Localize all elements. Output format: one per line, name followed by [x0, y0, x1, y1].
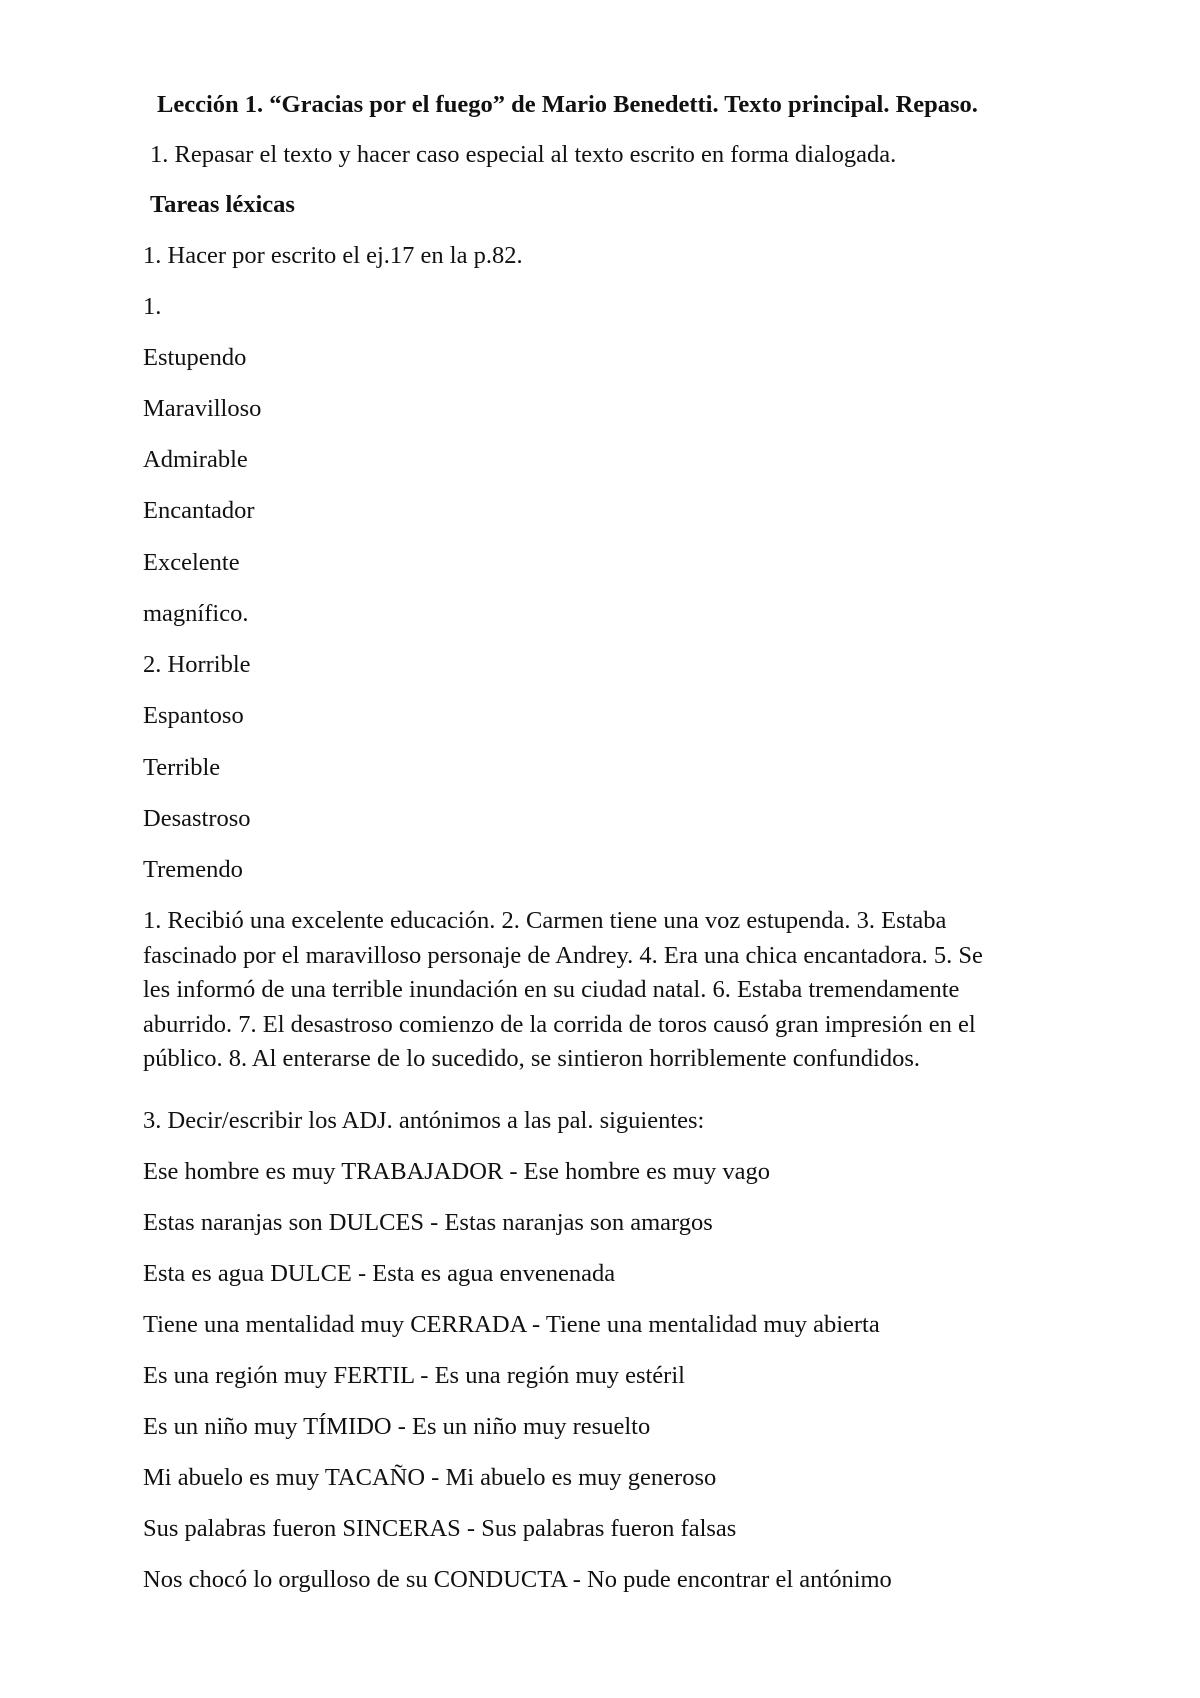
- paragraph-line: 1. Recibió una excelente educación. 2. Carmen tiene una voz estupenda. 3. Estaba: [143, 907, 947, 934]
- antonym-line: Esta es agua DULCE - Esta es agua envenenada: [143, 1260, 616, 1287]
- paragraph-line: aburrido. 7. El desastroso comienzo de la corrida de toros causó gran impresión en el: [143, 1010, 976, 1038]
- sentences-paragraph: [143, 904, 1133, 1077]
- word-item: Terrible: [143, 754, 221, 781]
- word-item: Desastroso: [143, 805, 251, 832]
- word-item: Admirable: [143, 446, 248, 473]
- paragraph-line: público. 8. Al enterarse de lo sucedido, se sintieron horriblemente confundidos.: [143, 1045, 921, 1072]
- word-item: magnífico.: [143, 600, 249, 627]
- paragraph-line: fascinado por el maravilloso personaje de Andrey. 4. Era una chica encantadora. 5. Se: [143, 941, 983, 969]
- word-item: 2. Horrible: [143, 651, 251, 678]
- paragraph-line: les informó de una terrible inundación en su ciudad natal. 6. Estaba tremendamente: [143, 976, 960, 1003]
- section-heading: Tareas léxicas: [150, 191, 295, 218]
- antonym-line: Nos chocó lo orgulloso de su CONDUCTA - No pude encontrar el antónimo: [143, 1566, 892, 1593]
- word-item: Tremendo: [143, 856, 243, 883]
- word-item: Estupendo: [143, 344, 247, 371]
- antonym-line: Ese hombre es muy TRABAJADOR - Ese hombre es muy vago: [143, 1158, 770, 1185]
- antonym-line: Tiene una mentalidad muy CERRADA - Tiene una mentalidad muy abierta: [143, 1311, 880, 1338]
- antonym-line: Es una región muy FERTIL - Es una región muy estéril: [143, 1362, 685, 1389]
- group-1-label: 1.: [143, 293, 162, 320]
- instruction-1: 1. Repasar el texto y hacer caso especial al texto escrito en forma dialogada.: [150, 141, 897, 168]
- word-item: Maravilloso: [143, 395, 262, 422]
- document-title: Lección 1. “Gracias por el fuego” de Mario Benedetti. Texto principal. Repaso.: [157, 91, 978, 118]
- task-1: 1. Hacer por escrito el ej.17 en la p.82.: [143, 242, 523, 269]
- antonym-line: Mi abuelo es muy TACAÑO - Mi abuelo es muy generoso: [143, 1464, 717, 1491]
- antonym-line: Es un niño muy TÍMIDO - Es un niño muy resuelto: [143, 1413, 651, 1440]
- antonym-line: Estas naranjas son DULCES - Estas naranjas son amargos: [143, 1209, 713, 1236]
- word-item: Encantador: [143, 497, 255, 524]
- task-3: 3. Decir/escribir los ADJ. antónimos a las pal. siguientes:: [143, 1107, 705, 1134]
- antonym-line: Sus palabras fueron SINCERAS - Sus palabras fueron falsas: [143, 1515, 737, 1542]
- word-item: Espantoso: [143, 702, 244, 729]
- word-item: Excelente: [143, 549, 240, 576]
